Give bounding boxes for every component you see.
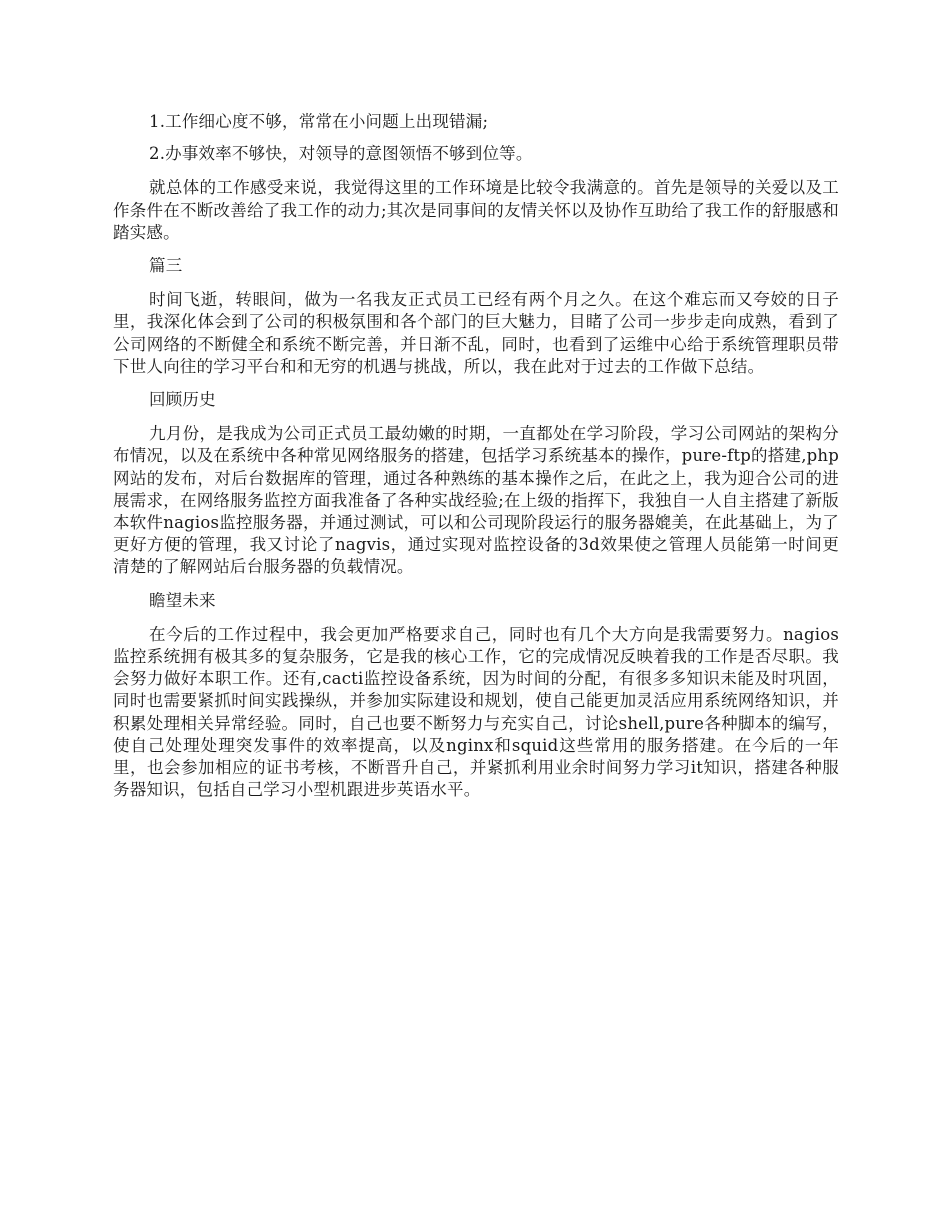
- section-heading-part3: 篇三: [149, 256, 183, 276]
- list-item-1: 1.工作细心度不够，常常在小问题上出现错漏;: [149, 112, 489, 131]
- section-heading-future: 瞻望未来: [149, 590, 216, 610]
- document-page: [113, 111, 839, 812]
- summary-paragraph: 就总体的工作感受来说，我觉得这里的工作环境是比较令我满意的。首先是领导的关爱以及工作条件在不断改善给了我工作的动力;其次是同事间的友情关怀以及协作互助给了我工作的舒服感和踏实感。: [113, 178, 839, 242]
- list-item-2: 2.办事效率不够快，对领导的意图领悟不够到位等。: [149, 144, 533, 164]
- future-paragraph: 在今后的工作过程中，我会更加严格要求自己，同时也有几个大方向是我需要努力。nagios监控系统拥有极其多的复杂服务，它是我的核心工作，它的完成情况反映着我的工作是否尽职。我会努力做好本职工作。还有,cacti监控设备系统，因为时间的分配，有很多多知识未能及时巩固，同时也需要紧抓时间实践操纵，并参加实际建设和规划，使自己能更加灵活应用系统网络知识，并积累处理相关异常经验。同时，自己也要不断努力与充实自己，讨论shell,pure各种脚本的编写，使自己处理处理突发事件的效率提高，以及nginx和squid这些常用的服务搭建。在今后的一年里，也会参加相应的证书考核，不断晋升自己，并紧抓利用业余时间努力学习it知识，搭建各种服务器知识，包括自己学习小型机跟进步英语水平。: [113, 624, 839, 800]
- history-paragraph: 九月份，是我成为公司正式员工最幼嫩的时期，一直都处在学习阶段，学习公司网站的架构分布情况，以及在系统中各种常见网络服务的搭建，包括学习系统基本的操作，pure-ftp的搭建,php网站的发布，对后台数据库的管理，通过各种熟练的基本操作之后，在此之上，我为迎合公司的进展需求，在网络服务监控方面我准备了各种实战经验;在上级的指挥下，我独自一人自主搭建了新版本软件nagios监控服务器，并通过测试，可以和公司现阶段运行的服务器媲美，在此基础上，为了更好方便的管理，我又讨论了nagvis，通过实现对监控设备的3d效果使之管理人员能第一时间更清楚的了解网站后台服务器的负载情况。: [113, 424, 839, 577]
- section-heading-history: 回顾历史: [149, 390, 216, 410]
- intro-paragraph: 时间飞逝，转眼间，做为一名我友正式员工已经有两个月之久。在这个难忘而又夸姣的日子里，我深化体会到了公司的积极氛围和各个部门的巨大魅力，目睹了公司一步步走向成熟，看到了公司网络的不断健全和系统不断完善，并日渐不乱，同时，也看到了运维中心给于系统管理职员带下世人向往的学习平台和和无穷的机遇与挑战，所以，我在此对于过去的工作做下总结。: [113, 290, 839, 376]
